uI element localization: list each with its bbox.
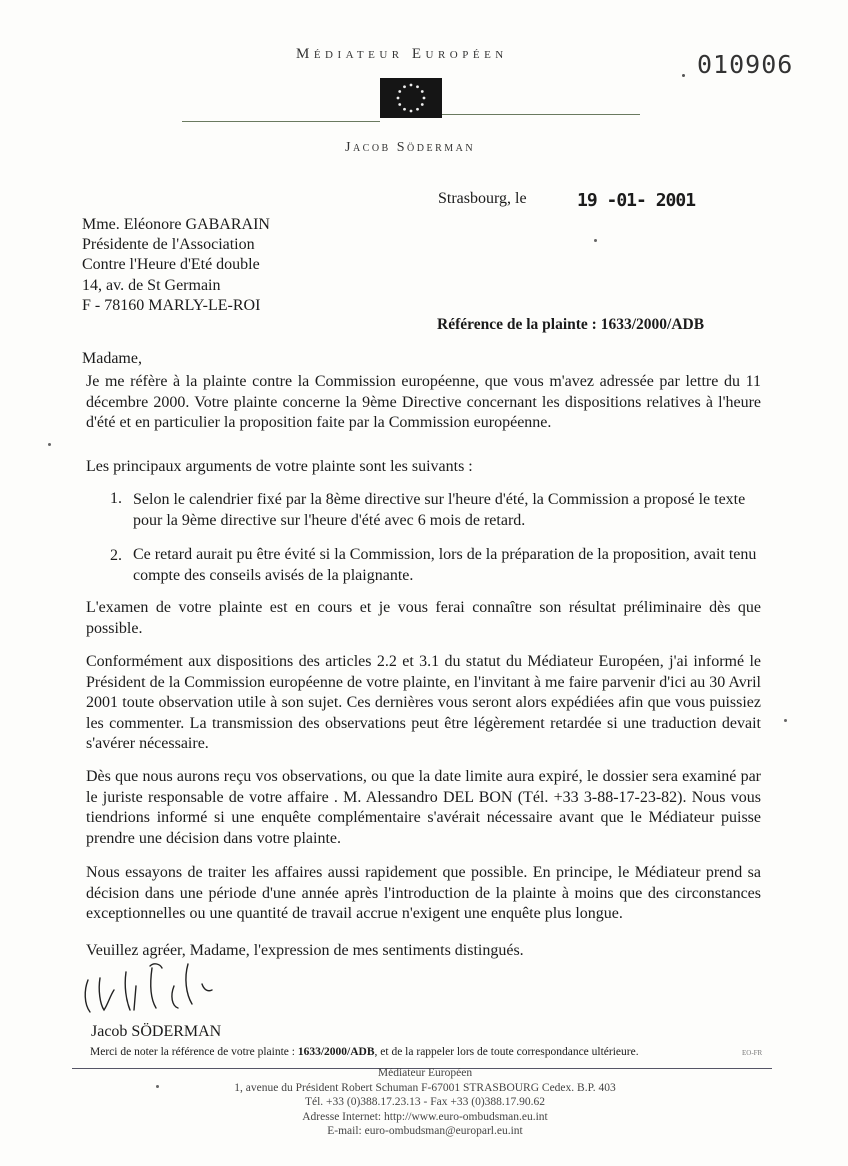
footer-line: Médiateur Européen bbox=[377, 1067, 473, 1079]
paragraph-intro: Je me réfère à la plainte contre la Commission européenne, que vous m'avez adressée par lettre du 11 décembre 2000. Votre plainte concerne la 9ème Directive concernant les dispositions relatives à l'heure d'été et en particulier la proposition faite par la Commission européenne. bbox=[86, 373, 761, 431]
recipient-address bbox=[82, 215, 270, 316]
eu-stars-icon bbox=[380, 78, 442, 118]
eu-star bbox=[398, 90, 401, 93]
eu-star bbox=[403, 85, 406, 88]
recipient-line: 14, av. de St Germain bbox=[82, 276, 221, 294]
eu-star bbox=[416, 85, 419, 88]
speck bbox=[156, 1085, 159, 1088]
recipient-line: Mme. Eléonore GABARAIN bbox=[82, 216, 270, 233]
eu-star bbox=[421, 103, 424, 106]
recipient-line: Contre l'Heure d'Eté double bbox=[82, 256, 260, 274]
letterhead-rule-left bbox=[182, 121, 380, 122]
letterhead-rule-right bbox=[442, 114, 640, 115]
eu-star bbox=[403, 108, 406, 111]
stamp-code: EO-FR bbox=[742, 1049, 763, 1057]
list-item: Selon le calendrier fixé par la 8ème directive sur l'heure d'été, la Commission a proposé le texte pour la 9ème directive sur l'heure d'été avec 6 mois de retard. bbox=[133, 491, 746, 529]
eu-star bbox=[410, 84, 413, 87]
list-item-number: 2. bbox=[110, 547, 122, 564]
signature-name: Jacob SÖDERMAN bbox=[91, 1023, 222, 1040]
footer-line: 1, avenue du Président Robert Schuman F-67001 STRASBOURG Cedex. B.P. 403 bbox=[234, 1081, 616, 1094]
footnote-text: , et de la rappeler lors de toute correspondance ultérieure. bbox=[374, 1046, 639, 1058]
eu-star bbox=[398, 103, 401, 106]
incoming-reference-number: 010906 bbox=[697, 50, 794, 79]
paragraph-timing: Nous essayons de traiter les affaires aussi rapidement que possible. En principe, le Médiateur prend sa décision dans une période d'une année après l'introduction de la plainte à moins que des circonstances exceptionnelles ou une quantité de travail accrue n'exigent une enquête plus longue. bbox=[86, 864, 761, 922]
eu-flag-logo bbox=[380, 78, 442, 118]
speck bbox=[784, 719, 787, 722]
eu-star bbox=[410, 110, 413, 113]
letterhead-signer: Jacob Söderman bbox=[345, 140, 476, 155]
eu-star bbox=[397, 97, 400, 100]
footer-line: Tél. +33 (0)388.17.23.13 - Fax +33 (0)388.17.90.62 bbox=[304, 1096, 546, 1108]
eu-star bbox=[421, 90, 424, 93]
place-label: Strasbourg, le bbox=[438, 190, 527, 207]
footnote-complaint-number: 1633/2000/ADB bbox=[297, 1046, 375, 1058]
footer-line: E-mail: euro-ombudsman@europarl.eu.int bbox=[327, 1125, 523, 1137]
paragraph-procedure: Conformément aux dispositions des articles 2.2 et 3.1 du statut du Médiateur Européen, j'ai informé le Président de la Commission européenne de votre plainte, en l'invitant à me faire parvenir d'ici au 30 Avril 2001 toute observation utile à son sujet. Ces dernières vous seront alors expédiées afin que vous puissiez les commenter. La transmission des observations peut être légèrement retardée si une traduction devait s'avérer nécessaire. bbox=[86, 653, 761, 752]
list-item: Ce retard aurait pu être évité si la Commission, lors de la préparation de la proposition, avait tenu compte des conseils avisés de la plaignante. bbox=[133, 546, 757, 584]
speck bbox=[48, 443, 51, 446]
paragraph-status: L'examen de votre plainte est en cours et je vous ferai connaître son résultat préliminaire dès que possible. bbox=[86, 599, 761, 637]
speck bbox=[682, 74, 685, 77]
recipient-line: Présidente de l'Association bbox=[82, 236, 255, 254]
footnote-text: Merci de noter la référence de votre plainte : bbox=[90, 1046, 298, 1058]
recipient-line: F - 78160 MARLY-LE-ROI bbox=[82, 296, 261, 314]
paragraph-closing: Veuillez agréer, Madame, l'expression de mes sentiments distingués. bbox=[86, 942, 524, 959]
salutation: Madame, bbox=[82, 350, 142, 367]
paragraph-next-steps: Dès que nous aurons reçu vos observations, ou que la date limite aura expiré, le dossier sera examiné par le juriste responsable de votre affaire . M. Alessandro DEL BON (Tél. +33 3-88-17-23-82). Nous vous tiendrions informé si une enquête complémentaire s'avérait nécessaire avant que le Médiateur puisse prendre une décision dans votre plainte. bbox=[86, 768, 761, 847]
complaint-reference: Référence de la plainte : 1633/2000/ADB bbox=[437, 316, 705, 333]
letterhead-masthead: Médiateur Européen bbox=[296, 46, 508, 62]
letter-date: 19 -01- 2001 bbox=[577, 190, 696, 211]
footer-address bbox=[160, 1066, 690, 1139]
speck bbox=[594, 239, 597, 242]
handwritten-signature bbox=[80, 960, 240, 1026]
footnote-reference-reminder bbox=[90, 1046, 639, 1058]
eu-star bbox=[423, 97, 426, 100]
paragraph-arguments-intro: Les principaux arguments de votre plainte sont les suivants : bbox=[86, 458, 473, 475]
footer-line: Adresse Internet: http://www.euro-ombudsman.eu.int bbox=[302, 1110, 548, 1123]
list-item-number: 1. bbox=[110, 490, 122, 507]
eu-star bbox=[416, 108, 419, 111]
